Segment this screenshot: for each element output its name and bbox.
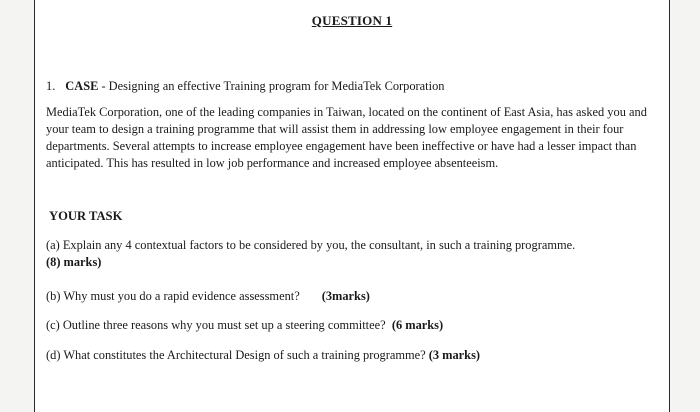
- task-b: [46, 288, 666, 305]
- task-c: [46, 317, 666, 334]
- task-b-marks: (3marks): [321, 289, 370, 303]
- task-a-marks: (8) marks): [46, 255, 102, 269]
- case-title: - Designing an effective Training program for MediaTek Corporation: [98, 79, 445, 93]
- case-description: MediaTek Corporation, one of the leading companies in Taiwan, located on the continent of East Asia, has asked you and your team to design a training programme that will assist them in addressing low employee engagement in their four departments. Several attempts to increase employee engagement have been ineffective or have had a lesser impact than anticipated. This has resulted in low job performance and increased employee absenteeism.: [46, 105, 647, 170]
- document-page: [34, 0, 670, 412]
- case-title-line: [46, 79, 444, 94]
- task-b-text: (b) Why must you do a rapid evidence assessment?: [46, 289, 300, 303]
- case-label: CASE: [65, 79, 99, 93]
- task-d-text: (d) What constitutes the Architectural Design of such a training programme?: [46, 348, 426, 362]
- task-c-marks: (6 marks): [391, 318, 444, 332]
- task-d: [46, 347, 666, 364]
- case-number: 1.: [46, 79, 56, 93]
- task-a: [46, 237, 666, 271]
- your-task-heading: YOUR TASK: [49, 209, 123, 223]
- task-d-marks: (3 marks): [428, 348, 481, 362]
- task-a-text: (a) Explain any 4 contextual factors to be considered by you, the consultant, in such a training programme.: [46, 238, 576, 252]
- task-c-text: (c) Outline three reasons why you must set up a steering committee?: [46, 318, 386, 332]
- question-heading: QUESTION 1: [311, 13, 393, 28]
